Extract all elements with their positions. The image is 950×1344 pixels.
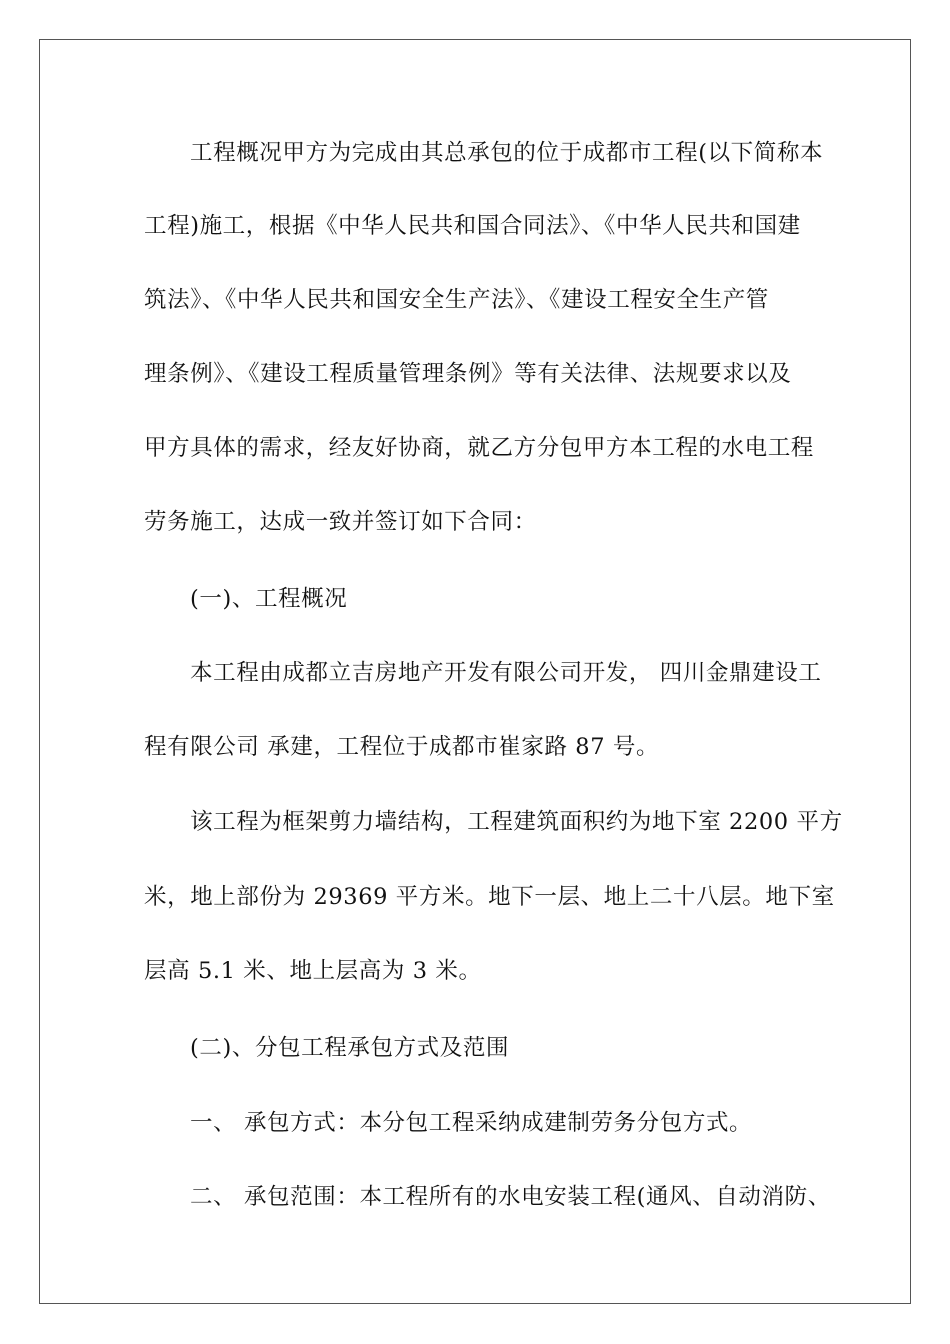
paragraph-line: 本工程由成都立吉房地产开发有限公司开发， 四川金鼎建设工 [190,660,822,686]
list-item: 二、 承包范围：本工程所有的水电安装工程(通风、自动消防、 [190,1184,831,1210]
paragraph-line: 米，地上部份为 29369 平方米。地下一层、地上二十八层。地下室 [144,884,835,910]
paragraph-line: 工程)施工，根据《中华人民共和国合同法》、《中华人民共和国建 [144,213,801,239]
section-heading-2: (二)、分包工程承包方式及范围 [190,1035,510,1061]
paragraph-line: 该工程为框架剪力墙结构，工程建筑面积约为地下室 2200 平方 [190,809,843,835]
paragraph-line: 甲方具体的需求，经友好协商，就乙方分包甲方本工程的水电工程 [144,435,814,461]
paragraph-line: 理条例》、《建设工程质量管理条例》等有关法律、法规要求以及 [144,361,792,387]
paragraph-line: 劳务施工，达成一致并签订如下合同： [144,509,537,535]
paragraph-line: 层高 5.1 米、地上层高为 3 米。 [144,958,482,984]
section-heading-1: (一)、工程概况 [190,586,348,612]
list-item: 一、 承包方式：本分包工程采纳成建制劳务分包方式。 [190,1110,753,1136]
paragraph-line: 工程概况甲方为完成由其总承包的位于成都市工程(以下简称本 [190,140,824,166]
paragraph-line: 程有限公司 承建，工程位于成都市崔家路 87 号。 [144,734,660,760]
paragraph-line: 筑法》、《中华人民共和国安全生产法》、《建设工程安全生产管 [144,287,769,313]
